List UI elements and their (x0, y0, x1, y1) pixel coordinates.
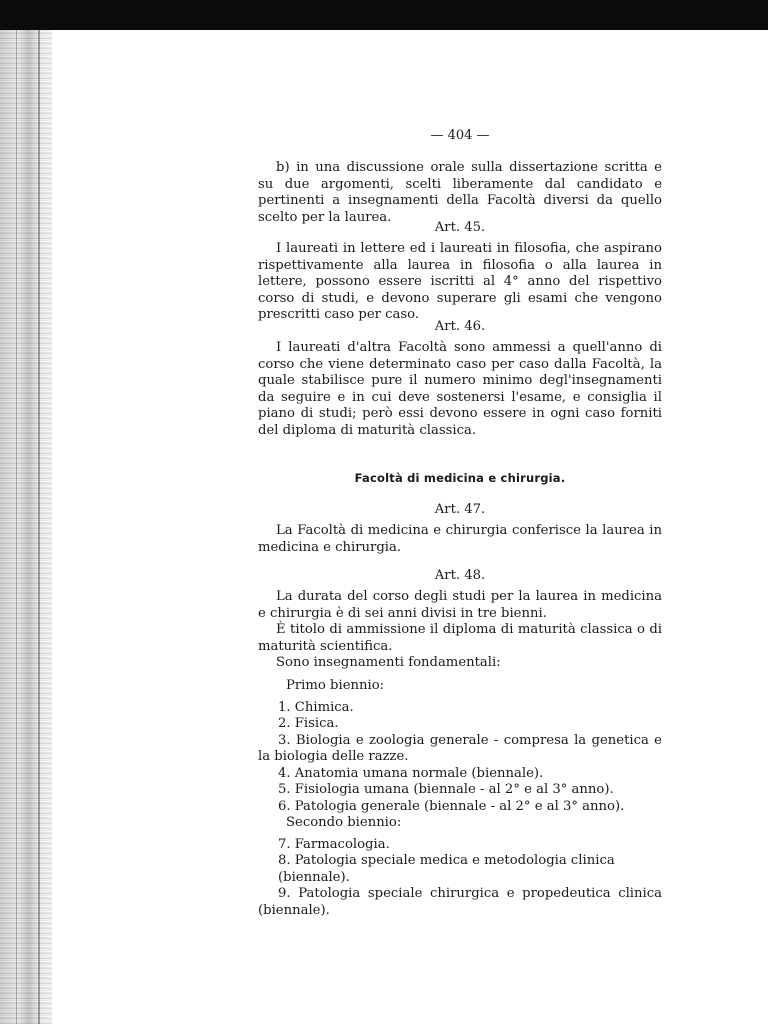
book-binding-edge (0, 30, 52, 1024)
list-item: 2. Fisica. (278, 716, 339, 731)
secondo-biennio (258, 815, 662, 919)
list-item: 4. Anatomia umana normale (biennale). (278, 765, 544, 781)
paragraph-b (258, 160, 662, 226)
article-46-text: I laureati d'altra Facoltà sono ammessi a quell'anno di corso che viene determinato caso per caso dalla Facoltà, la quale stabilisce pure il numero minimo degl'insegnamenti da seguire e in cui deve sostenersi l'esame, e consiglia il piano di studi; però essi devono essere in ogni caso forniti del diploma di maturità classica. (258, 340, 662, 438)
article-48-p2: È titolo di ammissione il diploma di maturità classica o di maturità scientifica. (258, 622, 662, 654)
list-item: 9. Patologia speciale chirurgica e propedeutica clinica (biennale). (258, 886, 662, 918)
article-48-heading: Art. 48. (434, 568, 486, 583)
list-item: 3. Biologia e zoologia generale - compresa la genetica e la biologia delle razze. (258, 732, 662, 764)
article-47-text: La Facoltà di medicina e chirurgia conferisce la laurea in medicina e chirurgia. (258, 523, 662, 555)
article-45-heading: Art. 45. (434, 220, 486, 235)
article-48-body (258, 589, 662, 672)
list-item: 8. Patologia speciale medica e metodologia clinica (biennale). (278, 853, 615, 885)
item-b-text: b) in una discussione orale sulla dissertazione scritta e su due argomenti, scelti liberamente dal candidato e pertinenti a insegnamenti della Facoltà diversi da quello scelto per la laurea. (258, 160, 662, 225)
article-48-p1: La durata del corso degli studi per la laurea in medicina e chirurgia è di sei anni divisi in tre bienni. (258, 589, 662, 621)
primo-biennio (258, 678, 662, 815)
page-number: — 404 — (430, 128, 490, 143)
binding-shadow-line (16, 30, 17, 1024)
list-item: 1. Chimica. (278, 699, 354, 715)
article-45-body (258, 241, 662, 324)
section-title: Facoltà di medicina e chirurgia. (354, 471, 566, 485)
list-item: 6. Patologia generale (biennale - al 2° e al 3° anno). (278, 798, 625, 814)
article-46-heading: Art. 46. (434, 319, 486, 334)
article-48-p3: Sono insegnamenti fondamentali: (276, 655, 501, 670)
primo-biennio-heading: Primo biennio: (286, 678, 385, 693)
article-47-body (258, 523, 662, 556)
list-item: 7. Farmacologia. (278, 836, 390, 852)
scan-top-border (0, 0, 768, 30)
list-item: 5. Fisiologia umana (biennale - al 2° e al 3° anno). (278, 782, 614, 797)
article-46-body (258, 340, 662, 439)
binding-fold-line (38, 30, 40, 1024)
secondo-biennio-heading: Secondo biennio: (286, 815, 402, 830)
article-47-heading: Art. 47. (434, 502, 486, 517)
article-45-text: I laureati in lettere ed i laureati in filosofia, che aspirano rispettivamente alla laurea in filosofia o alla laurea in lettere, possono essere iscritti al 4° anno del rispettivo corso di studi, e devono superare gli esami che vengono prescritti caso per caso. (258, 241, 662, 322)
